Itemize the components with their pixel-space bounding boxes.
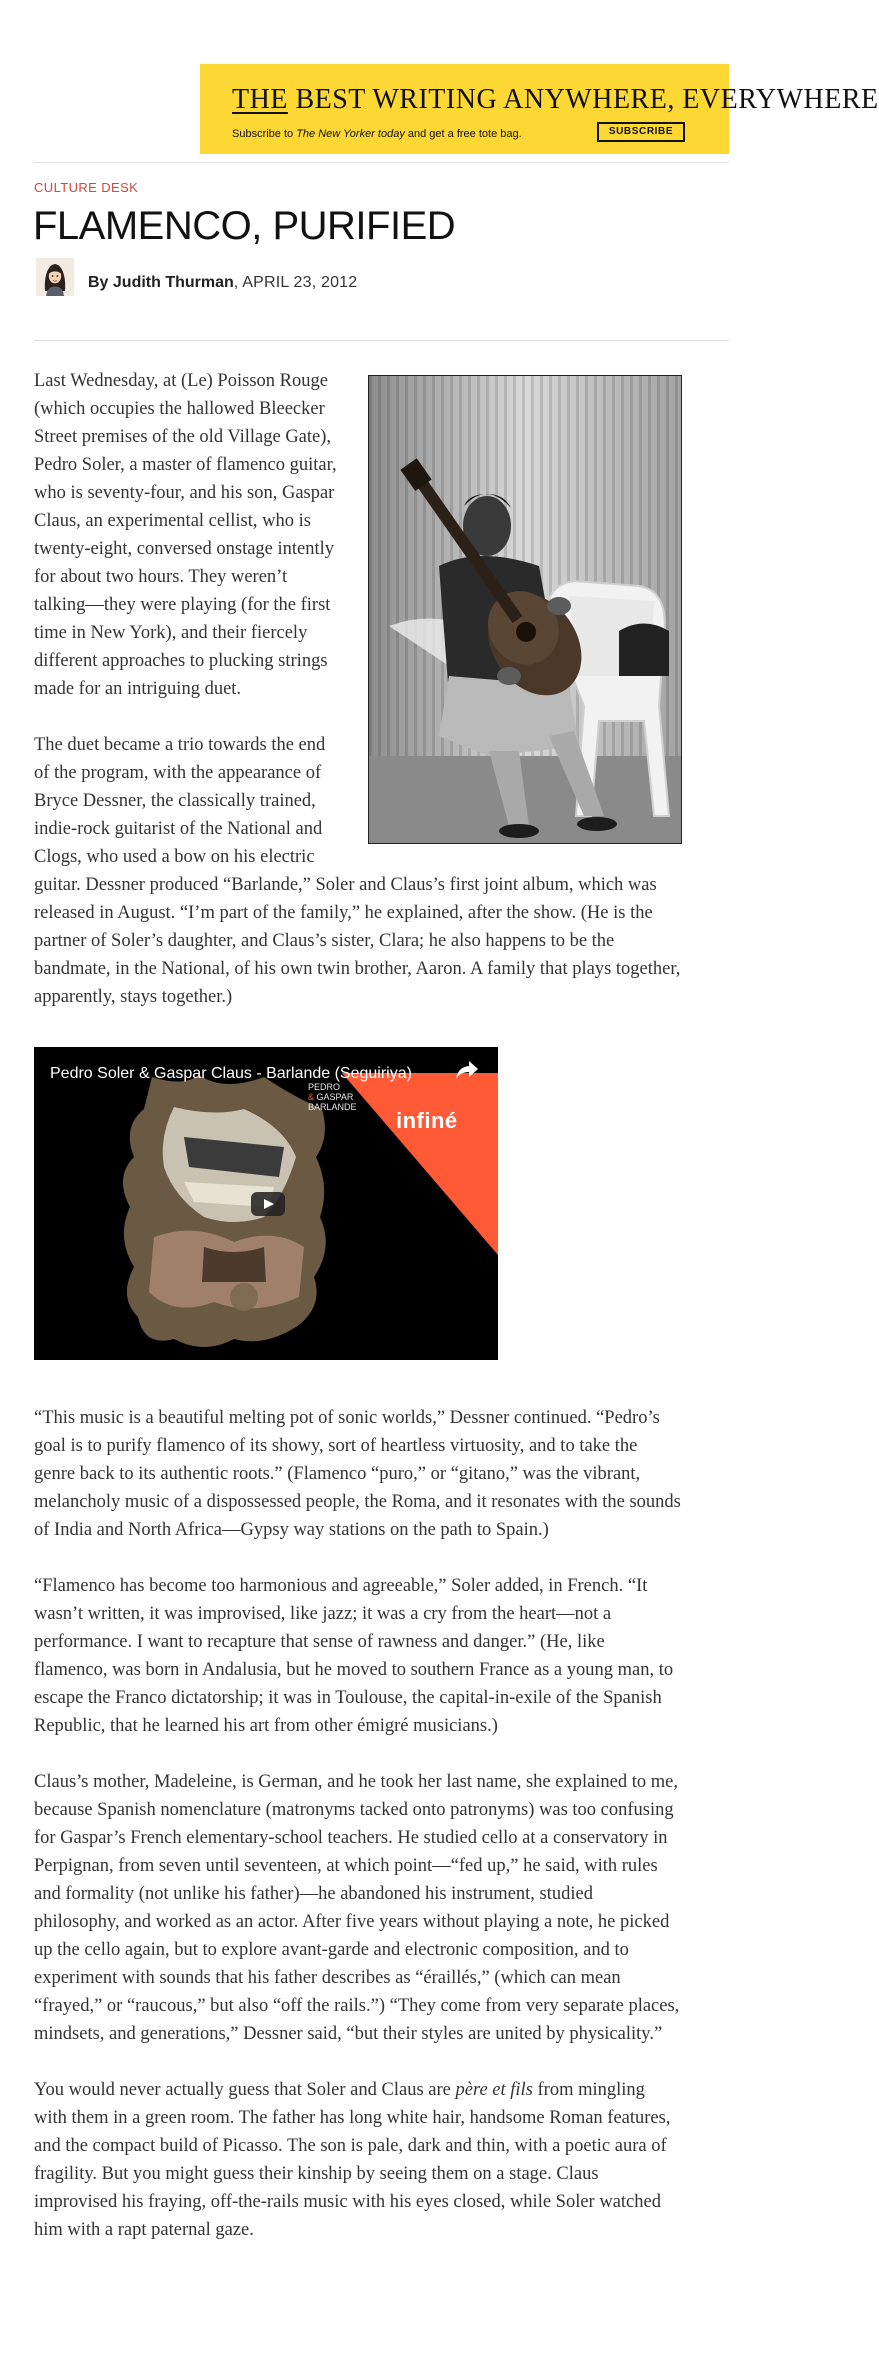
ad-subtext-end: and get a free tote bag. (404, 128, 522, 140)
top-divider (34, 162, 729, 163)
article-body (34, 367, 682, 2272)
ad-subtext (232, 128, 522, 140)
byline (88, 274, 357, 292)
article-paragraph-3: “This music is a beautiful melting pot of sonic worlds,” Dessner continued. “Pedro’s goal is to purify flamenco of its showy, sort of heartless virtuosity, and to take the genre back to its authentic roots.” (Flamenco “puro,” or “gitano,” was the vibrant, melancholy music of a dispossessed people, the Roma, and it resonates with the sounds of India and North Africa—Gypsy way stations on the path to Spain.) (34, 1408, 681, 1540)
paragraph-6-italic: père et fils (455, 2080, 533, 2100)
ad-subtext-start: Subscribe to (232, 128, 297, 140)
article-paragraph-5: Claus’s mother, Madeleine, is German, and he took her last name, she explained to me, because Spanish nomenclature (matronyms tacked onto patronyms) was too confusing for Gaspar’s French elementary-school teachers. He studied cello at a conservatory in Perpignan, from seven until seventeen, at which point—“fed up,” he said, with rules and formality (not unlike his father)—he abandoned his instrument, studied philosophy, and worked as an actor. After five years without playing a note, he picked up the cello again, but to explore avant-garde and electronic composition, and to experiment with sounds that his father describes as “éraillés,” (which can mean “frayed,” or “raucous,” but also “off the rails.”) “They come from very separate places, mindsets, and generations,” Dessner said, “but their styles are united by physicality.” (34, 1772, 680, 2044)
guitarist-photo (369, 376, 681, 843)
article-paragraph-1: Last Wednesday, at (Le) Poisson Rouge (which occupies the hallowed Bleecker Street premises of the old Village Gate), Pedro Soler, a master of flamenco guitar, who is seventy-four, and his son, Gaspar Claus, an experimental cellist, who is twenty-eight, conversed onstage intently for about two hours. They weren’t talking—they were playing (for the first time in New York), and their fiercely different approaches to plucking strings made for an intriguing duet. (34, 371, 337, 699)
article-paragraph-6 (34, 2076, 682, 2244)
author-avatar[interactable] (36, 258, 74, 296)
paragraph-6-end: from mingling with them in a green room. The father has long white hair, handsome Roman features, and the compact build of Picasso. The son is pale, dark and thin, with a poetic aura of fragility. But you might guess their kinship by seeing them on a stage. Claus improvised his fraying, off-the-rails music with his eyes closed, while Soler watched him with a rapt paternal gaze. (34, 2080, 671, 2240)
subscribe-button[interactable]: SUBSCRIBE (597, 122, 685, 142)
ad-headline (232, 84, 879, 116)
paragraph-6-start: You would never actually guess that Soler and Claus are (34, 2080, 456, 2100)
author-portrait-icon (36, 258, 74, 296)
album-text-pedro: PEDRO (308, 1082, 341, 1092)
section-rubric[interactable]: CULTURE DESK (34, 180, 139, 195)
author-link[interactable]: Judith Thurman (112, 274, 234, 291)
subscription-ad-banner[interactable] (200, 64, 879, 154)
video-embed[interactable] (34, 1047, 498, 1360)
video-title[interactable]: Pedro Soler & Gaspar Claus - Barlande (Seguiriya) (50, 1065, 412, 1082)
article-paragraph-2: The duet became a trio towards the end of the program, with the appearance of Bryce Dessner, the classically trained, indie-rock guitarist of the National and Clogs, who used a bow on his electric guitar. Dessner produced “Barlande,” Soler and Claus’s first joint album, which was released in August. “I’m part of the family,” he explained, after the show. (He is the partner of Soler’s daughter, and Claus’s sister, Clara; he also happens to be the bandmate, in the National, of his own twin brother, Aaron. A family that plays together, apparently, stays together.) (34, 735, 681, 1007)
ad-headline-rest: BEST WRITING ANYWHERE, EVERYWHERE (287, 84, 879, 115)
byline-by: By (88, 274, 113, 291)
article-photo (368, 375, 682, 844)
header-divider (34, 340, 729, 341)
ad-subtext-magazine: The New Yorker today (296, 128, 405, 140)
album-text-gaspar: GASPAR (316, 1092, 354, 1102)
article-title: FLAMENCO, PURIFIED (33, 204, 456, 248)
album-text-amp: & (308, 1092, 315, 1102)
share-icon[interactable] (454, 1059, 480, 1081)
album-text-barlande: BARLANDE (308, 1102, 357, 1112)
article-paragraph-4: “Flamenco has become too harmonious and agreeable,” Soler added, in French. “It wasn’t written, it was improvised, like jazz; it was a cry from the heart—not a performance. I want to recapture that sense of rawness and danger.” (He, like flamenco, was born in Andalusia, but he moved to southern France as a young man, to escape the Franco dictatorship; it was in Toulouse, the capital-in-exile of the Spanish Republic, that he learned his art from other émigré musicians.) (34, 1576, 674, 1736)
label-logo: infiné (396, 1108, 458, 1133)
ad-headline-the: THE (232, 84, 288, 115)
play-icon[interactable] (251, 1192, 285, 1216)
publish-date: , APRIL 23, 2012 (233, 274, 358, 291)
